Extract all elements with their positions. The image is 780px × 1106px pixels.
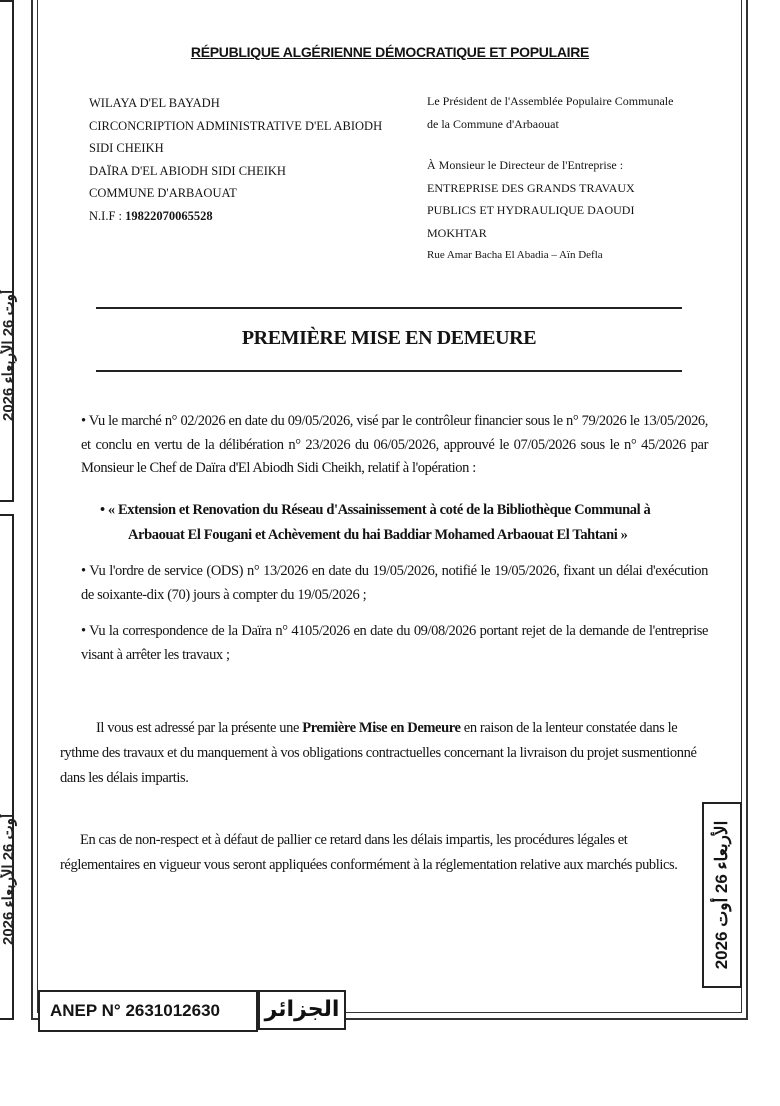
sender-line: DAÏRA D'EL ABIODH SIDI CHEIKH bbox=[89, 163, 286, 178]
president-line: de la Commune d'Arbaouat bbox=[427, 116, 559, 131]
right-date-stamp bbox=[702, 802, 742, 988]
sender-line: SIDI CHEIKH bbox=[89, 141, 164, 155]
recipient-block bbox=[427, 90, 673, 267]
logo-text: الجزائر bbox=[264, 997, 340, 1022]
operation-description bbox=[100, 498, 708, 548]
paragraph-text: Il vous est adressé par la présente une bbox=[96, 720, 303, 736]
company-line: ENTREPRISE DES GRANDS TRAVAUX bbox=[427, 180, 635, 195]
document-title: PREMIÈRE MISE EN DEMEURE bbox=[241, 327, 537, 349]
title-rule-top bbox=[96, 307, 682, 309]
left-margin-strip bbox=[0, 0, 17, 502]
republic-heading: RÉPUBLIQUE ALGÉRIENNE DÉMOCRATIQUE ET POPULAIRE bbox=[190, 44, 590, 60]
sender-line: COMMUNE D'ARBAOUAT bbox=[89, 186, 237, 200]
nif-label: N.I.F : bbox=[89, 208, 126, 223]
president-line: Le Président de l'Assemblée Populaire Communale bbox=[427, 94, 674, 108]
paragraph-text: en raison de la lenteur constatée dans le rythme des travaux et du manquement à vos obligations contractuelles concernant la livraison du projet susmentionné dans les délais impartis. bbox=[60, 720, 697, 786]
nif-value: 19822070065528 bbox=[125, 208, 213, 223]
paragraph-bold-text: Première Mise en Demeure bbox=[302, 720, 461, 736]
anep-reference: ANEP N° 2631012630 bbox=[38, 990, 258, 1032]
operation-line: Arbaouat El Fougani et Achèvement du hai Baddiar Mohamed Arbaouat El Tahtani » bbox=[128, 527, 628, 543]
nif-line bbox=[89, 205, 382, 228]
consideration-ods: • Vu l'ordre de service (ODS) n° 13/2026 en date du 19/05/2026, notifié le 19/05/2026, fixant un délai d'exécution de soixante-dix (70) jours à compter du 19/05/2026 ; bbox=[81, 563, 708, 603]
title-rule-bottom bbox=[96, 370, 682, 372]
consideration-market: • Vu le marché n° 02/2026 en date du 09/05/2026, visé par le contrôleur financier sous le n° 79/2026 le 13/05/2026, et conclu en vertu de la délibération n° 23/2026 du 06/05/2026, approuvé le 07/05/2026 sous le n° 45/2026 par Monsieur le Chef de Daïra d'El Abiodh Sidi Cheikh, relatif à l'opération : bbox=[81, 413, 708, 476]
sender-line: WILAYA D'EL BAYADH bbox=[89, 96, 220, 110]
addressee-line: À Monsieur le Directeur de l'Entreprise : bbox=[427, 158, 624, 172]
sender-line: CIRCONCRIPTION ADMINISTRATIVE D'EL ABIODH bbox=[89, 118, 383, 133]
left-date-stamp-bottom: 2026 أوت 26 الأربعاء bbox=[0, 813, 17, 945]
sanction-paragraph: En cas de non-respect et à défaut de pallier ce retard dans les délais impartis, les procédures légales et réglementaires en vigueur vous seront appliquées conformément à la réglementation relative aux marchés publics. bbox=[60, 832, 678, 873]
company-line: MOKHTAR bbox=[427, 225, 487, 240]
company-address: Rue Amar Bacha El Abadia – Aïn Defla bbox=[427, 249, 603, 261]
right-date-text: الأربعاء 26 أوت 2026 bbox=[712, 820, 731, 970]
el-djazair-logo bbox=[258, 990, 346, 1030]
company-line: PUBLICS ET HYDRAULIQUE DAOUDI bbox=[427, 203, 635, 217]
operation-line: • « Extension et Renovation du Réseau d'Assainissement à coté de la Bibliothèque Communal à bbox=[100, 502, 651, 518]
consideration-daira: • Vu la correspondence de la Daïra n° 4105/2026 en date du 09/08/2026 portant rejet de la demande de l'entreprise visant à arrêter les travaux ; bbox=[81, 623, 708, 663]
sender-block bbox=[89, 92, 382, 227]
left-date-stamp-top: 2026 أوت 26 الأربعاء bbox=[0, 289, 17, 421]
formal-notice-paragraph bbox=[60, 716, 708, 791]
left-margin-strip bbox=[0, 514, 17, 1020]
